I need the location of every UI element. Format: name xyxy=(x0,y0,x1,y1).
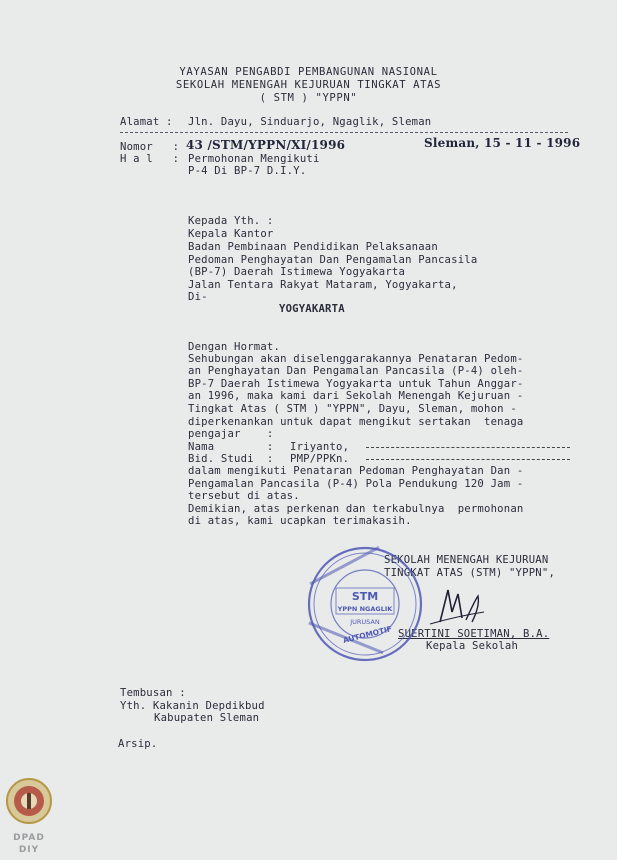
letterhead-line-1: YAYASAN PENGABDI PEMBANGUNAN NASIONAL xyxy=(179,66,438,78)
closing-line: Demikian, atas perkenan dan terkabulnya permohonan xyxy=(188,503,524,515)
letter-date: Sleman, 15 - 11 - 1996 xyxy=(424,136,581,150)
address-label: Alamat : xyxy=(120,116,173,128)
nomor-label: Nomor : xyxy=(120,141,180,153)
nama-value: Iriyanto, xyxy=(290,441,350,453)
body-line: diperkenankan untuk dapat mengikut sertakan tenaga xyxy=(188,416,524,428)
official-stamp xyxy=(306,545,424,663)
body-line: dalam mengikuti Penataran Pedoman Penghayatan Dan - xyxy=(188,465,524,477)
recipient-line: Badan Pembinaan Pendidikan Pelaksanaan xyxy=(188,241,438,253)
bid-studi-fill-line xyxy=(366,459,570,460)
cc-line-1: Yth. Kakanin Depdikbud xyxy=(120,700,265,712)
handwritten-signature xyxy=(418,582,490,628)
body-line: Sehubungan akan diselenggarakannya Penataran Pedom- xyxy=(188,353,524,365)
nama-fill-line xyxy=(366,447,570,448)
body-line: Pengamalan Pancasila (P-4) Pola Pendukung 120 Jam - xyxy=(188,478,524,490)
logo-text-line-2: DIY xyxy=(18,845,40,855)
nama-label: Nama : xyxy=(188,441,274,453)
letterhead-line-2: SEKOLAH MENENGAH KEJURUAN TINGKAT ATAS xyxy=(175,79,442,91)
archive-label: Arsip. xyxy=(118,738,158,750)
letterhead-line-3: ( STM ) "YPPN" xyxy=(259,92,358,104)
recipient-line: (BP-7) Daerah Istimewa Yogyakarta xyxy=(188,266,406,278)
body-line: tersebut di atas. xyxy=(188,490,300,502)
body-line: BP-7 Daerah Istimewa Yogyakarta untuk Tahun Anggar- xyxy=(188,378,524,390)
greeting: Dengan Hormat. xyxy=(188,341,281,353)
nomor-value: 43 /STM/YPPN/XI/1996 xyxy=(186,138,346,152)
body-line: Tingkat Atas ( STM ) "YPPN", Dayu, Sleman, mohon - xyxy=(188,403,517,415)
header-divider xyxy=(120,132,568,133)
hal-line-2: P-4 Di BP-7 D.I.Y. xyxy=(188,165,307,177)
recipient-line: Kepada Yth. : xyxy=(188,215,274,227)
signatory-title: Kepala Sekolah xyxy=(426,640,519,652)
archive-logo xyxy=(2,772,56,860)
bid-studi-value: PMP/PPKn. xyxy=(290,453,350,465)
body-line: an Penghayatan Dan Pengamalan Pancasila (P-4) oleh- xyxy=(188,365,524,377)
signatory-name: SUERTINI SOETIMAN, B.A. xyxy=(398,628,550,640)
stamp-center-sub: YPPN NGAGLIK xyxy=(337,605,393,613)
stamp-automotive: AUTOMOTIF xyxy=(342,624,393,645)
body-line: an 1996, maka kami dari Sekolah Menengah Kejuruan - xyxy=(188,390,524,402)
recipient-city: YOGYAKARTA xyxy=(279,303,345,315)
recipient-line: Jalan Tentara Rakyat Mataram, Yogyakarta, xyxy=(188,279,458,291)
closing-line: di atas, kami ucapkan terimakasih. xyxy=(188,515,412,527)
address-value: Jln. Dayu, Sinduarjo, Ngaglik, Sleman xyxy=(188,116,432,128)
cc-label: Tembusan : xyxy=(120,687,186,699)
hal-line-1: Permohonan Mengikuti xyxy=(188,153,320,165)
cc-line-2: Kabupaten Sleman xyxy=(154,712,260,724)
hal-label: H a l : xyxy=(120,153,180,165)
body-line: pengajar : xyxy=(188,428,274,440)
logo-text-line-1: DPAD xyxy=(13,833,45,843)
signature-org-line-2: TINGKAT ATAS (STM) "YPPN", xyxy=(384,567,556,579)
bid-studi-label: Bid. Studi : xyxy=(188,453,274,465)
signature-org-line-1: SEKOLAH MENENGAH KEJURUAN xyxy=(384,554,549,566)
recipient-line: Kepala Kantor xyxy=(188,228,274,240)
stamp-center-main: STM xyxy=(351,590,379,603)
stamp-jurusan: JURUSAN xyxy=(350,618,380,626)
recipient-line: Pedoman Penghayatan Dan Pengamalan Pancasila xyxy=(188,254,478,266)
recipient-line: Di- xyxy=(188,291,208,303)
